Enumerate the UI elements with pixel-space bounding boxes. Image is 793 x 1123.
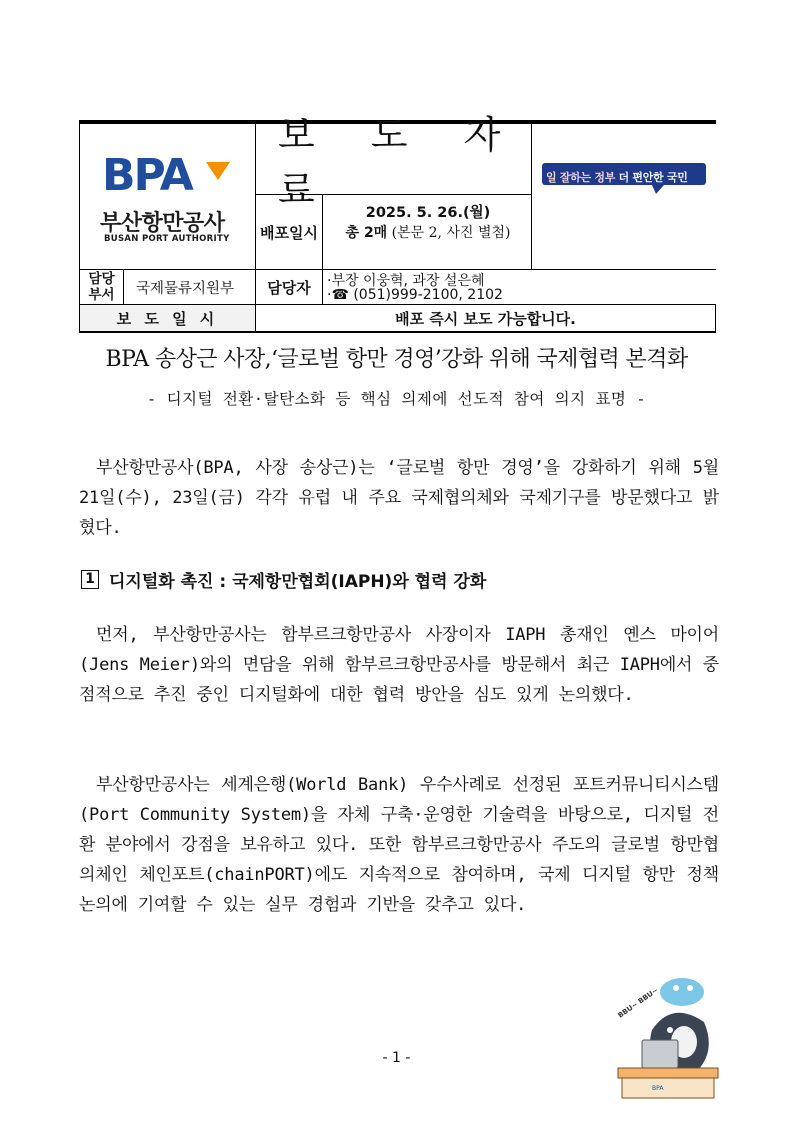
contact-names: ·부장 이웅혁, 과장 설은혜 [327, 273, 485, 289]
release-label: 보 도 일 시 [116, 309, 219, 328]
release-label-cell [79, 304, 256, 332]
contact-phone: ·☎ (051)999-2100, 2102 [327, 287, 503, 303]
dept-label: 담당부서 [88, 271, 115, 303]
svg-text:BPA: BPA [102, 152, 192, 196]
contact-label: 담당자 [267, 278, 311, 297]
slogan-text: 일 잘하는 정부 더 편안한 국민 [546, 171, 688, 184]
bpa-logo-icon [102, 152, 232, 196]
subheadline: - 디지털 전환·탈탄소화 등 핵심 의제에 선도적 참여 의지 표명 - [146, 390, 647, 408]
document-title: 보 도 자 료 [278, 113, 523, 212]
government-slogan-badge [540, 161, 710, 194]
distribution-label: 배포일시 [260, 223, 318, 242]
distribution-cell [322, 194, 532, 270]
dept-cell [123, 269, 256, 305]
section-heading [79, 567, 486, 592]
header-bottom-rule [79, 331, 716, 333]
release-cell [255, 304, 716, 332]
svg-text:BBU~ BBU~: BBU~ BBU~ [616, 986, 660, 1020]
logo-cell [79, 123, 256, 270]
distribution-date: 2025. 5. 26.(월) [365, 205, 491, 221]
logo-english-name: BUSAN PORT AUTHORITY [104, 234, 230, 244]
whale-mascot-icon [612, 970, 722, 1100]
headline: BPA 송상근 사장,‘글로벌 항만 경영’강화 위해 국제협력 본격화 [105, 347, 688, 372]
paragraph-digital-strength: 부산항만공사는 세계은행(World Bank) 우수사례로 선정된 포트커뮤니티시스템(Port Community System)을 자체 구축·운영한 기술력을 바탕으로, 디지털 전환 분야에서 강점을 보유하고 있다. 또한 함부르크항만공사 주도의 글로벌 항만협의체인 체인포트(chainPORT)에도 지속적으로 참여하며, 국제 디지털 항만 정책 논의에 기여할 수 있는 실무 경험과 기반을 갖추고 있다. [79, 775, 719, 915]
dept-label-cell [79, 269, 124, 305]
page-number: - 1 - [382, 1050, 411, 1066]
logo-korean-name: 부산항만공사 [100, 211, 225, 236]
title-cell [255, 113, 532, 212]
distribution-label-cell [255, 194, 323, 270]
section-number-box: 1 [81, 570, 99, 589]
contact-cell [322, 269, 716, 305]
svg-text:BPA: BPA [652, 1085, 664, 1092]
dept-value: 국제물류지원부 [136, 280, 235, 297]
section-title: 디지털화 촉진 : 국제항만협회(IAPH)와 협력 강화 [109, 572, 487, 592]
pages-detail: (본문 2, 사진 별첨) [391, 225, 511, 241]
release-value: 배포 즉시 보도 가능합니다. [395, 309, 576, 328]
paragraph-iaph-meeting: 먼저, 부산항만공사는 함부르크항만공사 사장이자 IAPH 총재인 옌스 마이어(Jens Meier)와의 면담을 위해 함부르크항만공사를 방문해서 최근 IAPH에서 중점적으로 추진 중인 디지털화에 대한 협력 방안을 심도 있게 논의했다. [79, 625, 719, 705]
pages-count: 총 2매 [345, 225, 388, 241]
pages-info [323, 223, 533, 243]
contact-label-cell [255, 269, 323, 305]
paragraph-intro: 부산항만공사(BPA, 사장 송상근)는 ‘글로벌 항만 경영’을 강화하기 위해 5월 21일(수), 23일(금) 각각 유럽 내 주요 국제협의체와 국제기구를 방문했다고 밝혔다. [79, 458, 719, 538]
press-release-header [79, 113, 716, 328]
